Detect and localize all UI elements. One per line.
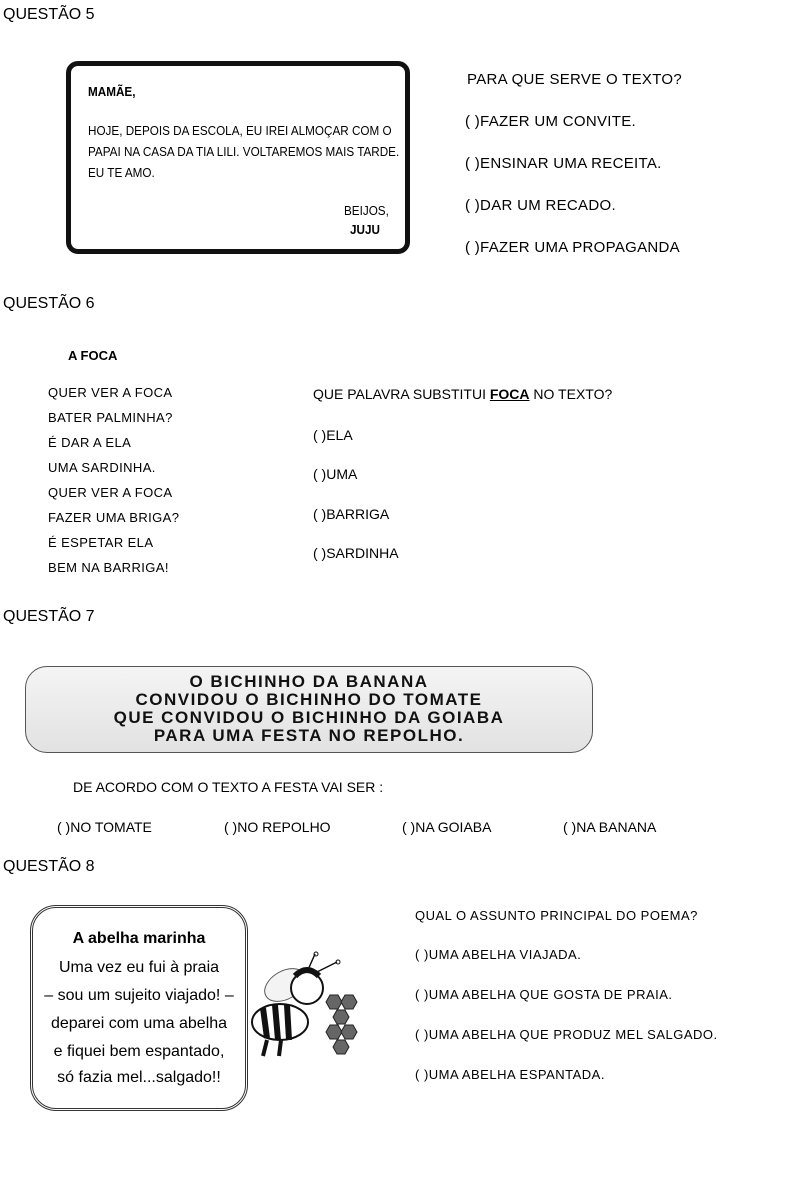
- poem-line: É DAR A ELA: [48, 435, 132, 450]
- note-signature: JUJU: [350, 222, 380, 237]
- poem-line: e fiquei bem espantado,: [53, 1043, 225, 1060]
- note-greeting: MAMÃE,: [88, 84, 136, 99]
- poem-line: FAZER UMA BRIGA?: [48, 510, 180, 525]
- note-card: [66, 61, 410, 254]
- poem-line: só fazia mel...salgado!!: [57, 1069, 221, 1086]
- banner-line: PARA UMA FESTA NO REPOLHO.: [153, 726, 465, 745]
- question-6-heading: QUESTÃO 6: [3, 295, 95, 312]
- note-line: HOJE, DEPOIS DA ESCOLA, EU IREI ALMOÇAR COM O: [88, 123, 392, 138]
- poem-line: QUER VER A FOCA: [48, 385, 173, 400]
- answer-option[interactable]: ( )ELA: [313, 427, 353, 443]
- answer-option[interactable]: ( )UMA ABELHA ESPANTADA.: [415, 1067, 605, 1082]
- prompt-keyword: FOCA: [489, 386, 530, 402]
- poem-line: Uma vez eu fui à praia: [58, 959, 220, 976]
- question-8-prompt: QUAL O ASSUNTO PRINCIPAL DO POEMA?: [415, 908, 698, 923]
- poem-line: – sou um sujeito viajado! –: [44, 987, 234, 1004]
- answer-option[interactable]: ( )NO TOMATE: [57, 819, 152, 835]
- poem-line: É ESPETAR ELA: [48, 535, 154, 550]
- answer-option[interactable]: ( )UMA: [313, 466, 358, 482]
- answer-option[interactable]: ( )FAZER UMA PROPAGANDA: [465, 239, 680, 256]
- answer-option[interactable]: ( )UMA ABELHA QUE GOSTA DE PRAIA.: [415, 987, 673, 1002]
- answer-option[interactable]: ( )BARRIGA: [313, 506, 390, 522]
- question-8-heading: QUESTÃO 8: [3, 858, 95, 875]
- answer-option[interactable]: ( )NO REPOLHO: [224, 819, 331, 835]
- poem-line: QUER VER A FOCA: [48, 485, 173, 500]
- poem-box: [30, 905, 248, 1111]
- question-7-prompt: DE ACORDO COM O TEXTO A FESTA VAI SER :: [73, 779, 384, 795]
- banner-line: O BICHINHO DA BANANA: [189, 672, 429, 691]
- question-5-heading: QUESTÃO 5: [3, 6, 95, 23]
- question-6-prompt: [313, 386, 612, 402]
- poem-title: A FOCA: [68, 348, 118, 363]
- answer-option[interactable]: ( )NA BANANA: [563, 819, 657, 835]
- note-line: EU TE AMO.: [88, 165, 155, 180]
- answer-option[interactable]: ( )NA GOIABA: [402, 819, 492, 835]
- answer-option[interactable]: ( )ENSINAR UMA RECEITA.: [465, 155, 662, 172]
- answer-option[interactable]: ( )UMA ABELHA VIAJADA.: [415, 947, 582, 962]
- answer-option[interactable]: ( )SARDINHA: [313, 545, 399, 561]
- text-banner: [25, 666, 593, 753]
- banner-line: QUE CONVIDOU O BICHINHO DA GOIABA: [113, 708, 505, 727]
- bee-illustration: [245, 950, 367, 1068]
- poem-line: deparei com uma abelha: [50, 1015, 228, 1032]
- prompt-text: NO TEXTO?: [529, 386, 613, 402]
- poem-title: A abelha marinha: [72, 930, 206, 947]
- note-line: PAPAI NA CASA DA TIA LILI. VOLTAREMOS MAIS TARDE.: [88, 144, 400, 159]
- poem-line: BATER PALMINHA?: [48, 410, 173, 425]
- question-7-heading: QUESTÃO 7: [3, 608, 95, 625]
- poem-line: BEM NA BARRIGA!: [48, 560, 169, 575]
- poem-line: UMA SARDINHA.: [48, 460, 156, 475]
- prompt-text: QUE PALAVRA SUBSTITUI: [313, 386, 490, 402]
- answer-option[interactable]: ( )FAZER UM CONVITE.: [465, 113, 636, 130]
- banner-line: CONVIDOU O BICHINHO DO TOMATE: [135, 690, 483, 709]
- note-closing: BEIJOS,: [344, 203, 389, 218]
- answer-option[interactable]: ( )UMA ABELHA QUE PRODUZ MEL SALGADO.: [415, 1027, 718, 1042]
- answer-option[interactable]: ( )DAR UM RECADO.: [465, 197, 616, 214]
- question-5-prompt: PARA QUE SERVE O TEXTO?: [467, 71, 683, 88]
